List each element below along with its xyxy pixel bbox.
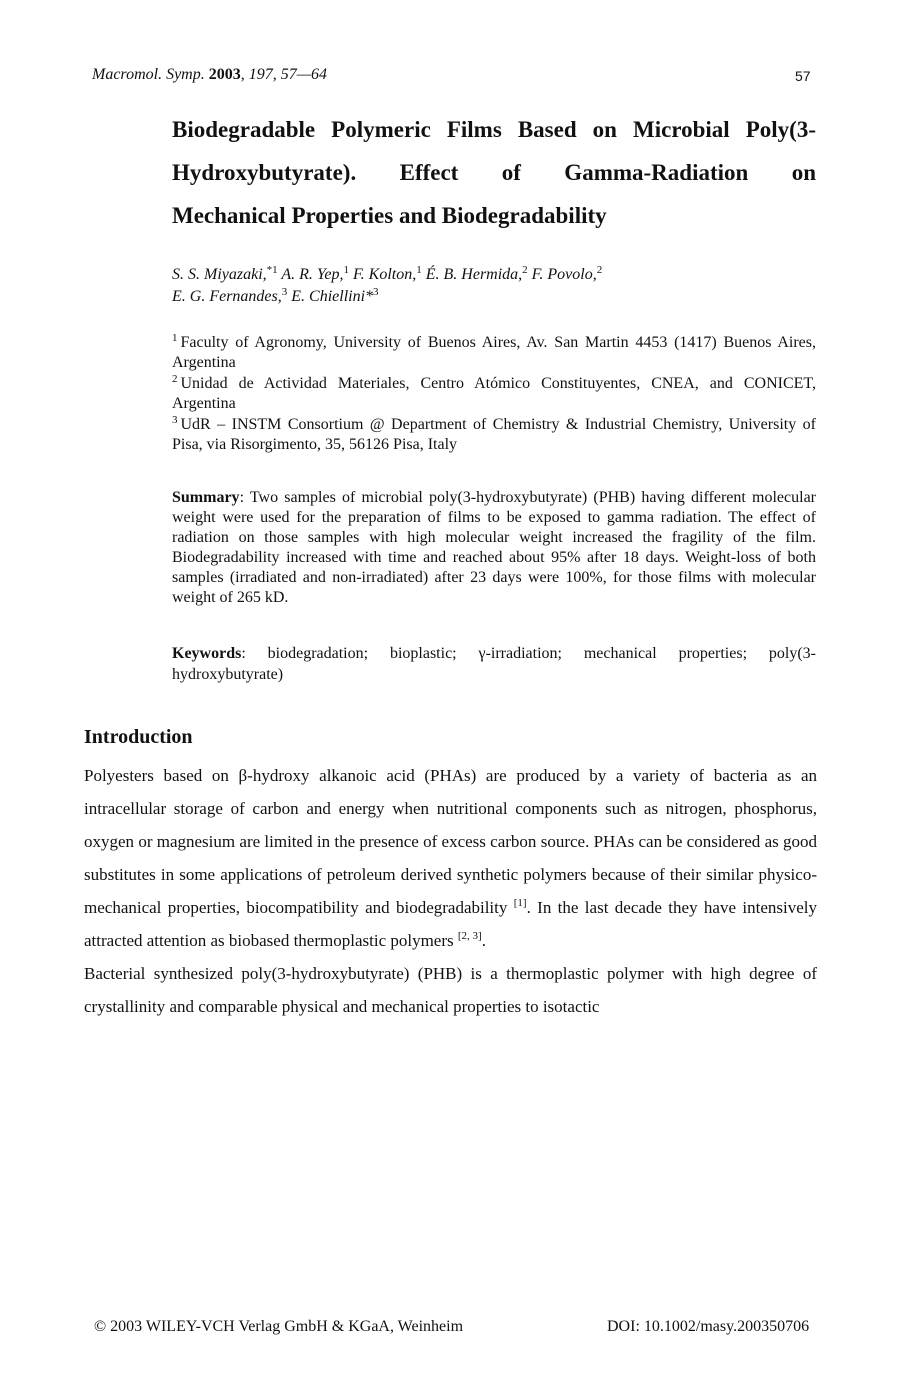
title-line-1: Biodegradable Polymeric Films Based on Microbial Poly(3- <box>172 117 816 142</box>
author-name: F. Povolo, <box>531 266 597 283</box>
introduction-body <box>84 759 817 1023</box>
abstract-summary <box>172 488 816 608</box>
journal-pages: 57—64 <box>280 66 327 83</box>
title-line-3: Mechanical Properties and Biodegradability <box>172 203 607 228</box>
affiliation-text: Unidad de Actividad Materiales, Centro Atómico Constituyentes, CNEA, and CONICET, Argentina <box>172 375 816 412</box>
intro-text: . In the last decade they have intensively attracted attention as biobased thermoplastic polymers <box>84 898 817 950</box>
intro-paragraph-2: Bacterial synthesized poly(3-hydroxybutyrate) (PHB) is a thermoplastic polymer with high degree of crystallinity and comparable physical and mechanical properties to isotactic <box>84 964 817 1016</box>
author-affiliation-mark: *1 <box>266 264 278 276</box>
keywords-text: : biodegradation; bioplastic; γ-irradiation; mechanical properties; poly(3-hydroxybutyrate) <box>172 645 816 683</box>
section-heading-introduction: Introduction <box>84 726 193 748</box>
journal-year: 2003 <box>208 66 241 83</box>
affiliation-number: 2 <box>172 373 178 385</box>
author-affiliation-mark: 3 <box>281 286 288 298</box>
author-line-2 <box>172 286 812 308</box>
keywords <box>172 643 816 685</box>
keywords-label: Keywords <box>172 645 242 662</box>
copyright-notice: © 2003 WILEY-VCH Verlag GmbH & KGaA, Weinheim <box>94 1318 464 1335</box>
author-name: F. Kolton, <box>352 266 417 283</box>
doi: DOI: 10.1002/masy.200350706 <box>607 1318 810 1335</box>
author-affiliation-mark: 2 <box>596 264 603 276</box>
author-list <box>172 264 812 308</box>
affiliation-3 <box>172 415 816 455</box>
summary-label: Summary <box>172 489 240 506</box>
author-name: E. G. Fernandes, <box>172 288 282 305</box>
author-line-1 <box>172 264 812 286</box>
affiliation-list <box>172 333 816 456</box>
citation-ref-1: [1] <box>513 897 527 909</box>
author-affiliation-mark: 1 <box>343 264 349 276</box>
affiliation-text: UdR – INSTM Consortium @ Department of Chemistry & Industrial Chemistry, University of Pisa, via Risorgimento, 35, 56126 Pisa, Italy <box>172 416 816 453</box>
intro-text: Polyesters based on β-hydroxy alkanoic acid (PHAs) are produced by a variety of bacteria as an intracellular storage of carbon and energy when nutritional components such as nitrogen, phosphorus, oxygen or magnesium are limited in the presence of excess carbon source. PHAs can be considered as good substitutes in some applications of petroleum derived synthetic polymers because of their similar physico-mechanical properties, biocompatibility and biodegradability <box>84 766 817 917</box>
affiliation-number: 1 <box>172 332 178 344</box>
author-affiliation-mark: 2 <box>522 264 528 276</box>
affiliation-2 <box>172 374 816 414</box>
author-affiliation-mark: 3 <box>373 286 379 298</box>
affiliation-number: 3 <box>172 414 178 426</box>
intro-paragraph-1 <box>84 759 817 957</box>
author-name: A. R. Yep, <box>281 266 344 283</box>
author-name: É. B. Hermida, <box>425 266 523 283</box>
journal-volume: 197, <box>248 66 277 83</box>
summary-text: : Two samples of microbial poly(3-hydroxybutyrate) (PHB) having different molecular weight were used for the preparation of films to be exposed to gamma radiation. The effect of radiation on those samples with high molecular weight increased the fragility of the film. Biodegradability increased with time and reached about 95% after 18 days. Weight-loss of both samples (irradiated and non-irradiated) after 23 days were 100%, for those films with molecular weight of 265 kD. <box>172 489 816 606</box>
citation-ref-2-3: [2, 3] <box>457 930 482 942</box>
affiliation-text: Faculty of Agronomy, University of Buenos Aires, Av. San Martin 4453 (1417) Buenos Aires, Argentina <box>172 334 816 371</box>
title-line-2: Hydroxybutyrate). Effect of Gamma-Radiation on <box>172 160 816 185</box>
running-header: Macromol. Symp. 2003, 197, 57—64 <box>92 66 327 83</box>
journal-name: Macromol. Symp. <box>92 66 205 83</box>
author-affiliation-mark: 1 <box>416 264 422 276</box>
page-number: 57 <box>795 68 811 84</box>
author-name: E. Chiellini* <box>291 288 374 305</box>
intro-text: . <box>481 931 486 950</box>
affiliation-1 <box>172 333 816 373</box>
paper-title <box>172 108 816 237</box>
author-name: S. S. Miyazaki, <box>172 266 267 283</box>
